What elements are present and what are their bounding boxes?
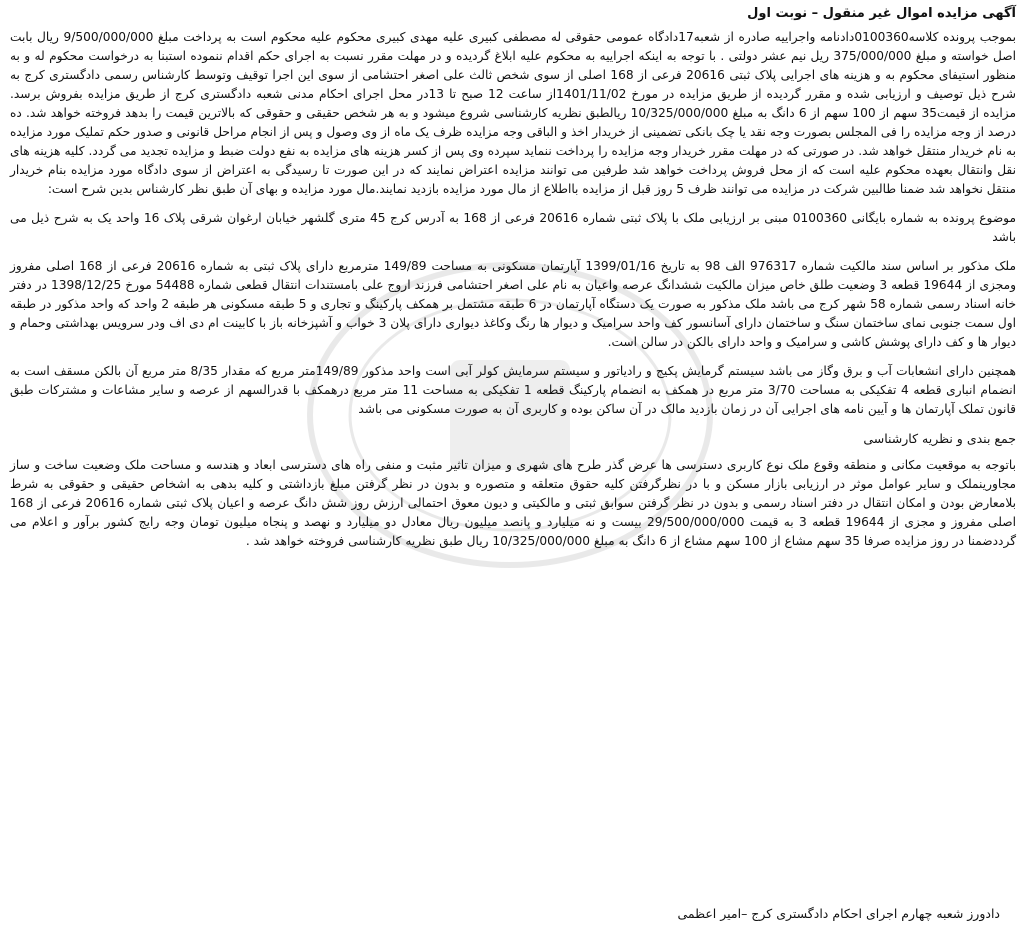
paragraph-utilities: همچنین دارای انشعابات آب و برق وگاز می باشد سیستم گرمایش پکیج و رادیاتور و سیستم سرمایش کولر آبی است واحد مذکور 149/89متر مربع که مقدار 8/35 متر مربع آن بالکن مسقف است به انضمام انباری قطعه 4 تفکیکی به مساحت 3/70 متر مربع در همکف به انضمام پارکینگ قطعه 1 تفکیکی به مساحت 11 متر مربع درهمکف با قدرالسهم از عرصه و سایر مشاعات و مشترکات طبق قانون تملک آپارتمان ها و آیین نامه های اجرایی آن در زمان بازدید مالک در آن ساکن بوده و کاربری آن به صورت مسکونی می باشد [10,364,1016,416]
paragraph-property-description: ملک مذکور بر اساس سند مالکیت شماره 976317 الف 98 به تاریخ 1399/01/16 آپارتمان مسکونی به مساحت 149/89 مترمربع دارای پلاک ثبتی به شماره 20616 فرعی از 168 اصلی مفروز ومجزی از 19644 قطعه 3 وضعیت طلق خاص میزان مالکیت ششدانگ عرصه واعیان به نام علی اصغر احتشامی فرزند اروج علی بامستندات انتقال قطعی شماره 54488 مورخ 1398/12/25 در دفتر خانه اسناد رسمی شماره 58 شهر کرج می باشد ملک مذکور به صورت یک دستگاه آپارتمان در 6 طبقه مشتمل بر همکف پارکینگ و تجاری و 5 طبقه مسکونی هر طبقه 2 واحد که واحد مذکور در طبقه اول سمت جنوبی نمای ساختمان سنگ و ساختمان دارای آسانسور کف واحد سرامیک و دیوار ها رنگ وکاغذ دیواری دارای پلان 3 خواب و آشپزخانه باز با کابینت ام دی اف ودر سرویس بهداشتی وحمام و دیوار ها و کف دارای پوشش کاشی و سرامیک و واحد دارای بالکن در سالن است. [10,259,1016,349]
paragraph-expert-conclusion: باتوجه به موقعیت مکانی و منطقه وقوع ملک نوع کاربری دسترسی ها عرض گذر طرح های شهری و میزان تاثیر مثبت و منفی راه های دسترسی ابعاد و هندسه و مساحت ملک وضعیت ساخت و ساز مجاورینملک و سایر عوامل موثر در ارزیابی بازار مسکن و با در نظرگرفتن کلیه حقوق متعلقه و متصوره و بدون در نظر گرفتن مبلغ بازداشتی و کلیه بدهی به اشخاص حقیقی و حقوقی به شرط بلامعارض بودن و امکان انتقال در دفتر اسناد رسمی و بدون در نظر گرفتن سوابق ثبتی و مالکیتی و دیون معوق احتمالی ارزش روز شش دانگ عرصه و اعیان پلاک ثبتی شماره 20616 فرعی از 168 اصلی مفروز و مجزی از 19644 قطعه 3 به قیمت 29/500/000/000 بیست و نه میلیارد و پانصد میلیون ریال معادل دو میلیارد و نهصد و پنجاه میلیون تومان وجه رایج کشور برآور و اعلام می گرددضمنا در روز مزایده صرفا 35 سهم مشاع از 100 سهم مشاع از 6 دانگ به مبلغ 10/325/000/000 ریال طبق نظریه کارشناسی فروخته خواهد شد . [10,458,1016,548]
paragraph-case-details: بموجب پرونده کلاسه0100360دادنامه واجراییه صادره از شعبه17دادگاه عمومی حقوقی له مصطفی کبیری علیه مهدی کبیری محکوم علیه محکوم است به پرداخت مبلغ 9/500/000/000 ریال بابت اصل خواسته و مبلغ 375/000/000 ریل نیم عشر دولتی . با توجه به اینکه اجراییه به محکوم علیه ابلاغ گردیده و در مهلت مقرر نسبت به اجرای حکم اقدام ننموده استبنا به درخواست محکوم له و به منظور استیفای محکوم به و هزینه های اجرایی پلاک ثبتی 20616 فرعی از 168 اصلی از سوی شخص ثالث علی اصغر احتشامی از سوی این اجرا توقیف وتوسط کارشناس رسمی دادگستری کرج به شرح ذیل توصیف و ارزیابی شده و مقرر گردیده از طریق مزایده در مورخ 1401/11/02از ساعت 12 صبح تا 13در محل اجرای احکام مدنی شعبه دادگستری کرج از طریق مزایده بفروش برسد. مزایده از قیمت35 سهم از 100 سهم از 6 دانگ به مبلغ 10/325/000/000 ریالطبق نظریه کارشناسی شروع میشود و به هر شخص حقیقی و حقوقی که بالاترین قیمت را بدهد فروخته خواهد شد. ده درصد از وجه مزایده را فی المجلس بصورت وجه نقد یا چک بانکی تضمینی از خریدار اخذ و الباقی وجه مزایده ظرف یک ماه از وی وصول و پس از انجام مراحل قانونی و صدور حکم تملیک مورد مزایده به نام خریدار منتقل خواهد شد. در صورتی که در مهلت مقرر خریدار وجه مزایده را پرداخت ننماید سپرده وی پس از کسر هزینه های مزایده به نفع دولت ضبط و مزایده تجدید می گردد. کلیه هزینه های نقل وانتقال بعهده محکوم علیه است که از محل فروش پرداخت خواهد شد طرفین می توانند مزایده اعتراض نمایند که در این صورت تا رسیدگی به اعتراض از سوی دادگاه مورد مزایده بنام خریدار منتقل نخواهد شد ضمنا طالبین شرکت در مزایده می توانند ظرف 5 روز قبل از مزایده بااطلاع از مال مورد مزایده بازدید نمایند.مال مورد مزایده و بهای آن طبق نظر کارشناس بدین شرح است: [10,30,1017,196]
paragraph-case-subject: موضوع پرونده به شماره بایگانی 0100360 مبنی بر ارزیابی ملک با پلاک ثبتی شماره 20616 فرعی از 168 به آدرس کرج 45 متری گلشهر خیابان ارغوان شرقی پلاک 16 واحد یک به شرح ذیل می باشد [10,211,1017,244]
signature-line: دادورز شعبه چهارم اجرای احکام دادگستری کرج –امیر اعظمی [677,906,1000,921]
section-title-summary: جمع بندی و نظریه کارشناسی [863,431,1016,446]
notice-heading: آگهی مزایده اموال غیر منقول – نوبت اول [747,6,1016,21]
